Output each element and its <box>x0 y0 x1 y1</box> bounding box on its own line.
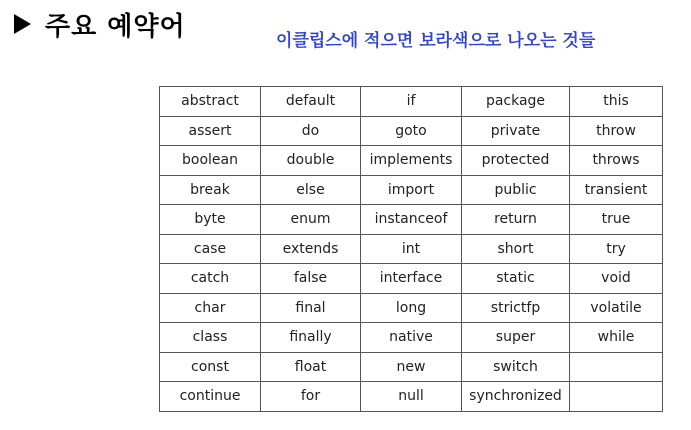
table-cell: char <box>160 293 261 323</box>
table-row <box>160 293 663 323</box>
reserved-keywords-table <box>159 86 663 412</box>
table-cell: boolean <box>160 146 261 176</box>
table-row <box>160 175 663 205</box>
reserved-keywords-table-body <box>160 87 663 412</box>
table-cell: case <box>160 234 261 264</box>
table-cell: switch <box>462 352 570 382</box>
table-row <box>160 234 663 264</box>
table-cell: long <box>361 293 462 323</box>
table-cell: false <box>261 264 361 294</box>
table-row <box>160 146 663 176</box>
table-cell: strictfp <box>462 293 570 323</box>
table-cell: finally <box>261 323 361 353</box>
table-cell: protected <box>462 146 570 176</box>
table-cell: true <box>570 205 663 235</box>
page-subtitle: 이클립스에 적으면 보라색으로 나오는 것들 <box>276 31 596 51</box>
page-title-text: 주요 예약어 <box>45 11 186 42</box>
table-cell <box>570 352 663 382</box>
table-cell: const <box>160 352 261 382</box>
table-cell: void <box>570 264 663 294</box>
table-cell: abstract <box>160 87 261 117</box>
table-cell: goto <box>361 116 462 146</box>
table-cell: enum <box>261 205 361 235</box>
table-cell: double <box>261 146 361 176</box>
table-row <box>160 382 663 412</box>
table-cell: return <box>462 205 570 235</box>
table-cell: static <box>462 264 570 294</box>
table-row <box>160 87 663 117</box>
table-cell: synchronized <box>462 382 570 412</box>
table-row <box>160 264 663 294</box>
table-cell: continue <box>160 382 261 412</box>
table-cell: do <box>261 116 361 146</box>
table-cell: catch <box>160 264 261 294</box>
table-row <box>160 323 663 353</box>
table-cell: transient <box>570 175 663 205</box>
table-cell: else <box>261 175 361 205</box>
table-cell: for <box>261 382 361 412</box>
table-cell: super <box>462 323 570 353</box>
table-cell: interface <box>361 264 462 294</box>
table-cell: instanceof <box>361 205 462 235</box>
table-cell: new <box>361 352 462 382</box>
table-cell: throw <box>570 116 663 146</box>
table-cell: this <box>570 87 663 117</box>
table-cell: native <box>361 323 462 353</box>
table-cell: try <box>570 234 663 264</box>
table-cell: byte <box>160 205 261 235</box>
table-row <box>160 205 663 235</box>
table-cell: import <box>361 175 462 205</box>
play-triangle-icon <box>14 14 31 34</box>
table-cell: final <box>261 293 361 323</box>
page-title <box>14 6 186 42</box>
table-cell: if <box>361 87 462 117</box>
table-cell: public <box>462 175 570 205</box>
table-cell: while <box>570 323 663 353</box>
table-cell: private <box>462 116 570 146</box>
table-cell: extends <box>261 234 361 264</box>
table-cell: null <box>361 382 462 412</box>
table-cell: short <box>462 234 570 264</box>
table-cell: throws <box>570 146 663 176</box>
table-row <box>160 352 663 382</box>
table-cell: default <box>261 87 361 117</box>
table-cell: break <box>160 175 261 205</box>
table-cell: implements <box>361 146 462 176</box>
table-cell: volatile <box>570 293 663 323</box>
table-cell: class <box>160 323 261 353</box>
table-cell <box>570 382 663 412</box>
table-row <box>160 116 663 146</box>
table-cell: float <box>261 352 361 382</box>
table-cell: package <box>462 87 570 117</box>
table-cell: assert <box>160 116 261 146</box>
table-cell: int <box>361 234 462 264</box>
